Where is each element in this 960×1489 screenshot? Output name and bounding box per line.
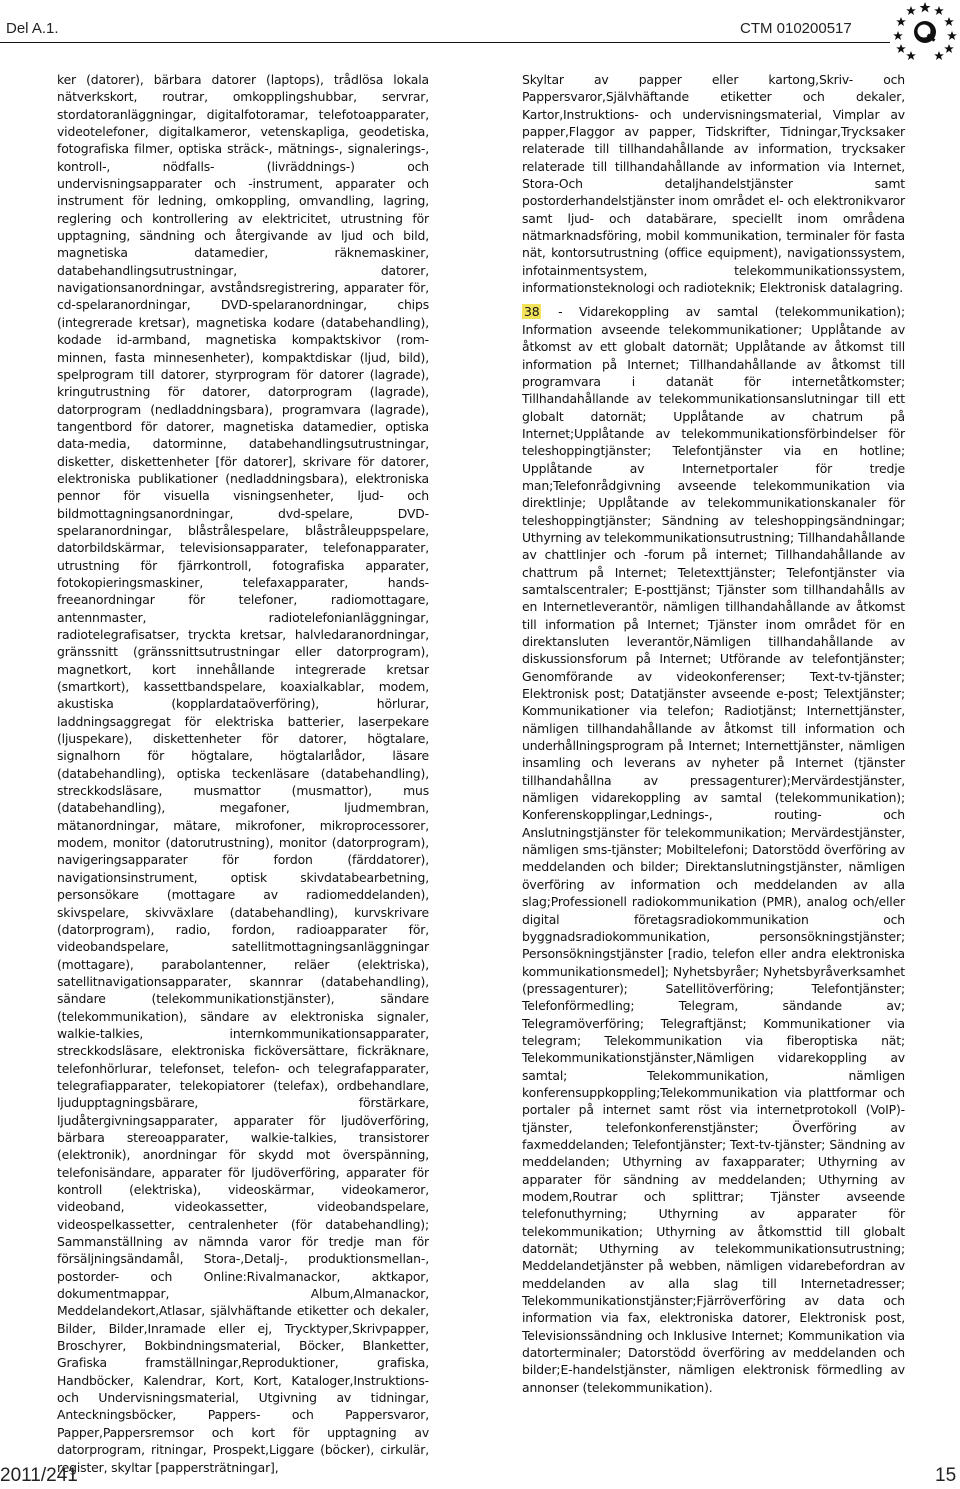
left-column-paragraph: ker (datorer), bärbara datorer (laptops), trådlösa lokala nätverkskort, routrar, omkopplingshubbar, servrar, stordatoranläggningar, digitalfotoramar, telefotoapparater, videotelefoner, digitalkameror, vetenskapliga, geodetiska, fotografiska filmer, optiska sträck-, mätnings-, signalerings-, kontroll-, nödfalls- (livräddnings-) och undervisningsapparater och -instrument, apparater och instrument för ledning, omkoppling, omvandling, lagring, reglering och kontrollering av elektricitet, utrustning för upptagning, sändning och återgivande av ljud och bild, magnetiska datamedier, räknemaskiner, databehandlingsutrustningar, datorer, navigationsanordningar, avståndsregistrering, apparater för, cd-spelaranordningar, DVD-spelaranordningar, chips (integrerade kretsar), magnetiska kodare (databehandling), kodade id-armband, magnetiska kompaktskivor (rom-minnen, fasta minnesenheter), kompaktdiskar (ljud, bild), spelprogram till datorer, styrprogram för datorer (lagrade), kringutrustning för datorer, datorprogram (lagrade), datorprogram (nedladdningsbara), programvara (lagrade), tangentbord för datorer, magnetiska datamedier, optiska data-media, datorminne, databehandlingsutrustningar, disketter, diskettenheter [för datorer], skrivare för datorer, elektroniska publikationer (nedladdningsbara), elektroniska pennor för visuella visningsenheter, ljud- och bildmottagningsanordningar, dvd-spelare, DVD-spelaranordningar, blåstrålespelare, blåstråleuppspelare, datorbildskärmar, televisionsapparater, telefonapparater, utrustning för fjärrkontroll, fotografiska apparater, fotokopieringsmaskiner, telefaxapparater, hands-freeanordningar för telefoner, radiomottagare, antennmaster, radiotelefonianläggningar, radiotelegrafisatser, tryckta kretsar, halvledaranordningar, gränssnitt (gränssnittsutrustningar eller datorprogram), magnetkort, kort innehållande integrerade kretsar (smartkort), kassettbandspelare, koaxialkablar, modem, akustiska (kopplardataöverföring), hörlurar, laddningsaggregat för elektriska batterier, laserpekare (ljuspekare), diskettenheter för datorer, högtalare, signalhorn för högtalare, högtalarlådor, läsare (databehandling), optiska teckenläsare (databehandling), streckkodsläsare, musmattor (musmattor), mus (databehandling), megafoner, ljudmembran, mätanordningar, mätare, mikrofoner, mikroprocessorer, modem, monitor (datorutrustning), monitor (datorprogram), navigeringsapparater för fordon (färddatorer), navigationsinstrument, optisk skivdatabearbetning, personsökare (mottagare av radiomeddelanden), skivspelare, skivväxlare (databehandling), kurvskrivare (datorprogram), radio, fordon, radioapparater för, videobandspelare, satellitmottagningsanläggningar (mottagare), parabolantenner, reläer (elektriska), satellitnavigationsapparater, skannrar (databehandling), sändare (telekommunikationstjänster), sändare (telekommunikation), sändare av elektroniska signaler, walkie-talkies, internkommunikationsapparater, streckkodsläsare, elektroniska ficköversättare, fickräknare, telefonhörlurar, telefonset, telefon- och telegrafapparater, telegrafiapparater, telekopiatorer (telefax), ordbehandlare, ljudupptagningsbärare, förstärkare, ljudåtergivningsapparater, apparater för ljudöverföring, bärbara stereoapparater, walkie-talkies, transistorer (elektronik), anordningar för skydd mot överspänning, telefonisändare, apparater för ljudöverföring, apparater för kontroll (elektriska), videoskärmar, videokameror, videoband, videokassetter, videobandspelare, videospelkassetter, centralenheter (för databehandling); Sammanställning av nämnda varor för tredje man för försäljningsändamål, Stora-,Detalj-, produktionsmellan-, postorder- och Online:Rivalmanackor, aktkapor, dokumentmappar, Album,Almanackor, Meddelandekort,Atlasar, självhäftande etiketter och dekaler, Bilder, Bilder,Inramade eller ej, Trycktyper,Skrivpapper, Broschyrer, Bokbindningsmaterial, Böcker, Blanketter, Grafiska framställningar,Reproduktioner, grafiska, Handböcker, Kalendrar, Kort, Kort, Kataloger,Instruktions- och Undervisningsmaterial, Utgivning av tidningar, Anteckningsböcker, Pappers- och Pappersvaror, Papper,Pappersremsor och kort för upptagning av datorprogram, ritningar, Prospekt,Liggare (böcker), cirkulär, register, skyltar [pappersträtningar], [57, 72, 429, 1475]
issue-number: 2011/241 [0, 1465, 78, 1486]
right-column-paragraph-2 [522, 303, 905, 1396]
left-text-column [57, 71, 429, 1475]
class-38-text: - Vidarekoppling av samtal (telekommunikation); Information avseende telekommunikationer; Upplåtande av åtkomst av ett globalt datornät; Upplåtande av åtkomst till information på Internet; Tillhandahållande av åtkomst till programvara i datanät för internetåtkomster; Tillhandahållande av telekommunikationsanslutningar till ett globalt datornät; Upplåtande av chatrum på Internet;Upplåtande av telekommunikationsförbindelser för teleshoppingtjänster; Telefontjänster via en hotline; Upplåtande av Internetportaler för tredje man;Telefonrådgivning avseende telekommunikation via direktlinje; Upplåtande av telekommunikationskanaler för teleshoppingtjänster; Sändning av teleshoppingsändningar; Uthyrning av telekommunikationsutrustning; Tillhandahållande av chattlinjer och -forum på internet; Tillhandahållande av chattrum på Internet; Teletexttjänster; Telefontjänster via samtalscentraler; E-posttjänst; Tjänster som tillhandahålls av en Internetleverantör, nämligen tillhandahållande av åtkomst till information på Internet; Tjänster inom området för en direktansluten leverantör,Nämligen tillhandahållande av diskussionsforum på Internet; Utförande av telefontjänster; Genomförande av videokonferenser; Text-tv-tjänster; Elektronisk post; Datatjänster avseende e-post; Telextjänster; Kommunikationer via telefon; Radiotjänst; Internettjänster, nämligen tillhandahållande av åtkomst till information och underhållningsprogram på Internet; Internettjänster, nämligen insamling och leverans av nyheter på Internet (tjänster tillhandahållna av pressagenturer);Mervärdestjänster, nämligen vidarekoppling av samtal (telekommunikation); Konferenskopplingar,Lednings-, routing- och Anslutningstjänster för telekommunikation; Mervärdestjänster, nämligen sms-tjänster; Mobiltelefoni; Datorstödd överföring av meddelanden och bilder; Direktanslutningstjänster, nämligen överföring av information och meddelanden av alla slag;Professionell radiokommunikation (PMR), analog och/eller digital företagsradiokommunikation och byggnadsradiokommunikation, personsökningstjänster; Personsökningstjänster [radio, telefon eller andra elektroniska kommunikationsmedel]; Nyhetsbyråer; Nyhetsbyråverksamhet (pressagenturer); Satellitöverföring; Telefontjänster; Telefonförmedling; Telegram, sändande av; Telegramöverföring; Telegraftjänst; Kommunikationer via telegram; Telekommunikation via fiberoptiska nät; Telekommunikationstjänster,Nämligen vidarekoppling av samtal; Telekommunikation, nämligen konferensuppkoppling;Telekommunikation via plattformar och portaler på internet samt röst via internetprotokoll (VoIP)-tjänster, telefonkonferenstjänster; Överföring av faxmeddelanden; Telefontjänster; Text-tv-tjänster; Sändning av meddelanden; Uthyrning av faxapparater; Uthyrning av apparater för sändning av meddelanden; Uthyrning av modem,Routrar och splittrar; Tjänster avseende telefonuthyrning; Uthyrning av apparater för telekommunikation; Uthyrning av åtkomsttid till globalt datornät; Uthyrning av telekommunikationsutrustning; Meddelandetjänster på webben, nämligen vidarebefordran av meddelanden av alla slag till Internetadresser; Telekommunikationstjänster;Fjärröverföring av data och information via fax, elektroniska datorer, Elektronisk post, Televisionssändning och Inklusive Internet; Kommunikation via datorterminaler; Datorstödd överföring av meddelanden och bilder;E-handelstjänster, nämligen elektronisk förmedling av annonser (telekommunikation). [522, 304, 905, 1395]
section-label: Del A.1. [6, 20, 59, 37]
header-divider [0, 42, 890, 43]
eu-stars-logo-icon [893, 0, 957, 62]
right-text-column [522, 71, 905, 1411]
class-number-badge: 38 [524, 304, 540, 320]
page-number: 15 [935, 1465, 957, 1486]
right-column-paragraph-1: Skyltar av papper eller kartong,Skriv- och Pappersvaror,Självhäftande etiketter och dekaler, Kartor,Instruktions- och undervisningsmaterial, Vimplar av papper,Flaggor av papper, Tidskrifter, Tidningar,Trycksaker relaterade till tillhandahållande av information, trycksaker relaterade till tillhandahållande av information via Internet, Stora-Och detaljhandelstjänster samt postorderhandelstjänster inom området el- och elektronikvaror samt ljud- och databärare, speciellt inom områdena nätmarknadsföring, mobil kommunikation, terminaler för fasta nät, kontorsutrustning (office equipment), navigationssystem, infotainmentsystem, telekommunikationssystem, informationsteknologi och radioteknik; Elektronisk datalagring. [522, 72, 905, 296]
document-code: CTM 010200517 [740, 20, 852, 37]
